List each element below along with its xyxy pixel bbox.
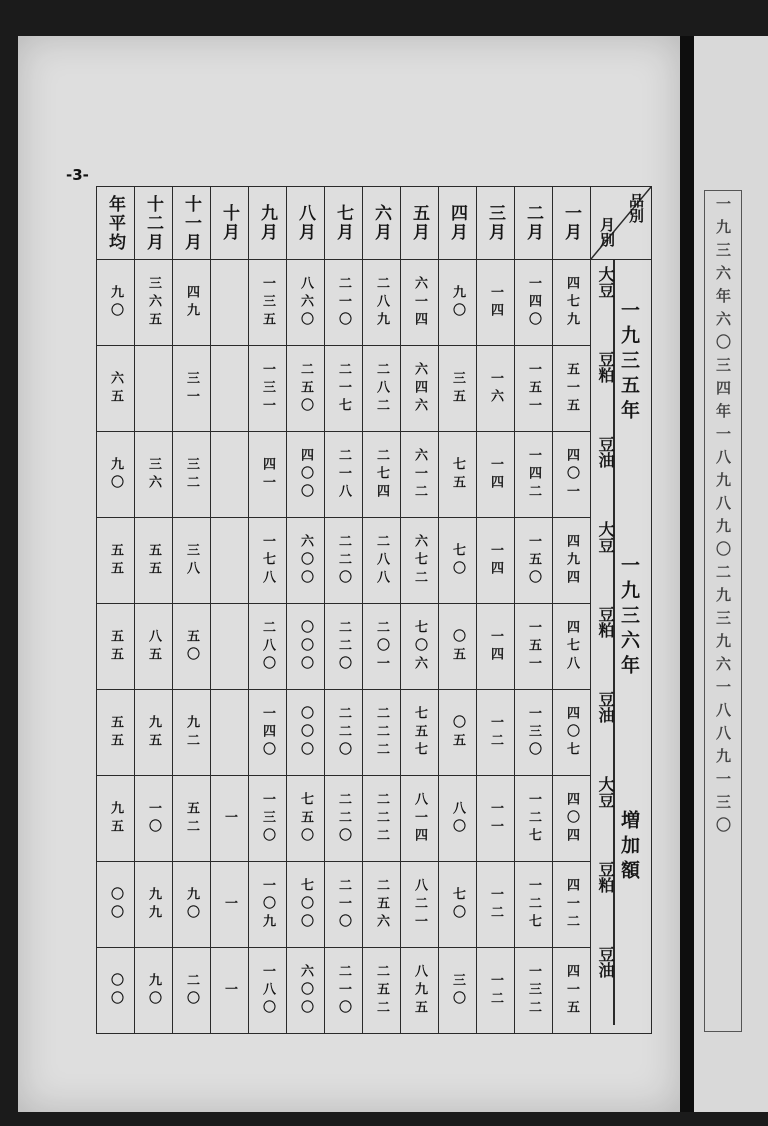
value-cell: 八一四 [401, 776, 439, 862]
value-cell: 四〇〇 [287, 432, 325, 518]
value-cell: 五二 [173, 776, 211, 862]
value-cell: 四七八 [553, 604, 591, 690]
value-cell: 六〇〇 [287, 948, 325, 1034]
product-label: 豆油 [596, 436, 615, 468]
header-row [97, 187, 652, 260]
book-spine [680, 36, 694, 1112]
value-cell: 二一〇 [325, 260, 363, 346]
value-cell: 九五 [97, 776, 135, 862]
value-cell: 二二〇 [325, 604, 363, 690]
value-cell: 二二〇 [325, 776, 363, 862]
value-cell: 一 [211, 948, 249, 1034]
value-cell: 三二 [173, 432, 211, 518]
product-label: 大豆 [596, 266, 615, 298]
value-cell: 七〇〇 [287, 862, 325, 948]
value-cell: 九〇 [439, 260, 477, 346]
value-cell: 四一五 [553, 948, 591, 1034]
value-cell: 〇〇〇 [287, 604, 325, 690]
value-cell [211, 346, 249, 432]
value-cell [211, 518, 249, 604]
value-cell: 一四 [477, 604, 515, 690]
data-row [97, 260, 652, 346]
value-cell: 九九 [135, 862, 173, 948]
month-header: 十一月 [173, 187, 211, 260]
value-cell: 三六 [135, 432, 173, 518]
value-cell [211, 690, 249, 776]
month-header: 十月 [211, 187, 249, 260]
page-number: -3- [66, 166, 89, 184]
value-cell: 九〇 [97, 432, 135, 518]
value-cell: 一三一 [249, 346, 287, 432]
value-cell: 二八二 [363, 346, 401, 432]
value-cell: 四九四 [553, 518, 591, 604]
adjacent-page-text: 一九三六年六〇三四年一八九八九〇二九三九六一八八九一三〇 [714, 196, 732, 840]
product-label: 大豆 [596, 776, 615, 808]
value-cell: 一四 [477, 518, 515, 604]
product-label: 豆油 [596, 691, 615, 723]
value-cell: 三一 [173, 346, 211, 432]
data-row [97, 776, 652, 862]
value-cell: 二一〇 [325, 862, 363, 948]
value-cell: 四七九 [553, 260, 591, 346]
value-cell: 一八〇 [249, 948, 287, 1034]
value-cell: 二二〇 [325, 518, 363, 604]
value-cell: 三八 [173, 518, 211, 604]
value-cell: 六五 [97, 346, 135, 432]
value-cell: 一三〇 [515, 690, 553, 776]
value-cell: 一五一 [515, 604, 553, 690]
value-cell: 六一四 [401, 260, 439, 346]
value-cell: 七五 [439, 432, 477, 518]
product-label: 豆粕 [596, 351, 615, 383]
value-cell: 九五 [135, 690, 173, 776]
value-cell: 一三二 [515, 948, 553, 1034]
value-cell: 八六〇 [287, 260, 325, 346]
value-cell: 二五二 [363, 948, 401, 1034]
value-cell: 一七八 [249, 518, 287, 604]
value-cell: 二二二 [363, 776, 401, 862]
product-label: 豆粕 [596, 861, 615, 893]
value-cell: 三〇 [439, 948, 477, 1034]
value-cell: 二八〇 [249, 604, 287, 690]
value-cell: 二一七 [325, 346, 363, 432]
value-cell: 二八九 [363, 260, 401, 346]
value-cell: 七五七 [401, 690, 439, 776]
value-cell: 九〇 [173, 862, 211, 948]
value-cell: 四九 [173, 260, 211, 346]
value-cell: 一二 [477, 948, 515, 1034]
month-header: 一月 [553, 187, 591, 260]
value-cell: 八九五 [401, 948, 439, 1034]
value-cell [211, 432, 249, 518]
value-cell: 一四 [477, 432, 515, 518]
product-label: 豆油 [596, 946, 615, 978]
value-cell: 一四〇 [249, 690, 287, 776]
value-cell: 四一 [249, 432, 287, 518]
row-label-column [591, 260, 652, 1034]
value-cell: 〇五 [439, 690, 477, 776]
value-cell: 二二二 [363, 690, 401, 776]
value-cell: 一 [211, 862, 249, 948]
value-cell: 四〇七 [553, 690, 591, 776]
month-header: 三月 [477, 187, 515, 260]
value-cell: 七〇 [439, 518, 477, 604]
value-cell: 六一二 [401, 432, 439, 518]
value-cell: 三五 [439, 346, 477, 432]
data-row [97, 518, 652, 604]
value-cell: 六七二 [401, 518, 439, 604]
data-row [97, 432, 652, 518]
value-cell: 一 [211, 776, 249, 862]
month-header: 二月 [515, 187, 553, 260]
value-cell: 一六 [477, 346, 515, 432]
value-cell: 二〇 [173, 948, 211, 1034]
value-cell: 二一八 [325, 432, 363, 518]
value-cell: 一三五 [249, 260, 287, 346]
value-cell: 一〇 [135, 776, 173, 862]
value-cell: 二〇一 [363, 604, 401, 690]
year-label-1936: 一九三六年 [618, 555, 640, 680]
value-cell: 〇〇 [97, 862, 135, 948]
month-header: 八月 [287, 187, 325, 260]
value-cell: 〇〇〇 [287, 690, 325, 776]
value-cell: 一三〇 [249, 776, 287, 862]
value-cell: 五一五 [553, 346, 591, 432]
value-cell: 五〇 [173, 604, 211, 690]
value-cell: 四〇四 [553, 776, 591, 862]
data-row [97, 604, 652, 690]
value-cell: 二一〇 [325, 948, 363, 1034]
value-cell: 八二一 [401, 862, 439, 948]
value-cell: 一四 [477, 260, 515, 346]
value-cell: 八五 [135, 604, 173, 690]
value-cell: 一四〇 [515, 260, 553, 346]
value-cell: 七五〇 [287, 776, 325, 862]
corner-header [591, 187, 652, 260]
value-cell: 五五 [97, 604, 135, 690]
value-cell: 七〇六 [401, 604, 439, 690]
month-header: 五月 [401, 187, 439, 260]
value-cell: 四一二 [553, 862, 591, 948]
value-cell: 二二〇 [325, 690, 363, 776]
month-header: 六月 [363, 187, 401, 260]
value-cell: 一〇九 [249, 862, 287, 948]
month-header: 七月 [325, 187, 363, 260]
value-cell: 一四二 [515, 432, 553, 518]
product-label: 大豆 [596, 521, 615, 553]
year-label-1935: 一九三五年 [618, 300, 640, 425]
month-header: 四月 [439, 187, 477, 260]
value-cell: 六四六 [401, 346, 439, 432]
value-cell: 九二 [173, 690, 211, 776]
corner-product-label: 品別 [627, 193, 645, 223]
value-cell: 一二 [477, 690, 515, 776]
value-cell: 一五〇 [515, 518, 553, 604]
value-cell: 二五〇 [287, 346, 325, 432]
value-cell: 五五 [97, 518, 135, 604]
value-cell: 八〇 [439, 776, 477, 862]
value-cell: 一五一 [515, 346, 553, 432]
value-cell [135, 346, 173, 432]
value-cell: 〇五 [439, 604, 477, 690]
data-row [97, 948, 652, 1034]
value-cell: 一一 [477, 776, 515, 862]
data-row [97, 690, 652, 776]
month-header: 十二月 [135, 187, 173, 260]
value-cell: 九〇 [97, 260, 135, 346]
value-cell: 五五 [97, 690, 135, 776]
data-row [97, 346, 652, 432]
value-cell: 一二 [477, 862, 515, 948]
value-cell: 四〇一 [553, 432, 591, 518]
value-cell [211, 260, 249, 346]
value-cell [211, 604, 249, 690]
value-cell: 一二七 [515, 862, 553, 948]
corner-month-label: 月別 [598, 217, 616, 247]
value-cell: 三六五 [135, 260, 173, 346]
value-cell: 九〇 [135, 948, 173, 1034]
value-cell: 六〇〇 [287, 518, 325, 604]
value-cell: 二五六 [363, 862, 401, 948]
month-header: 年平均 [97, 187, 135, 260]
value-cell: 七〇 [439, 862, 477, 948]
statistics-table [96, 186, 652, 1034]
data-row [97, 862, 652, 948]
value-cell: 五五 [135, 518, 173, 604]
month-header: 九月 [249, 187, 287, 260]
value-cell: 二七四 [363, 432, 401, 518]
value-cell: 一二七 [515, 776, 553, 862]
value-cell: 〇〇 [97, 948, 135, 1034]
product-label: 豆粕 [596, 606, 615, 638]
value-cell: 二八八 [363, 518, 401, 604]
increase-label: 増加額 [618, 810, 640, 885]
